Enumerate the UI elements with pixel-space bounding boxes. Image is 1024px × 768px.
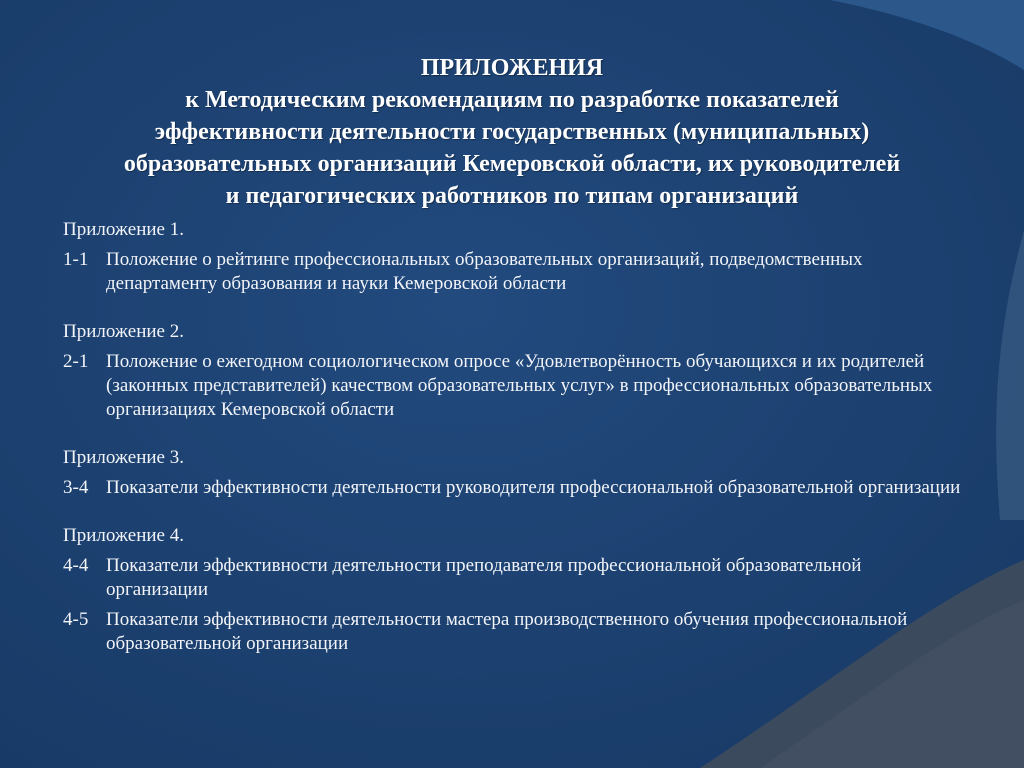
appendix-1 [63, 218, 963, 296]
appendix-item [63, 248, 963, 296]
title-line: и педагогических работников по типам организаций [225, 183, 799, 209]
appendix-item [63, 608, 963, 656]
appendix-list [63, 218, 963, 680]
appendix-item [63, 554, 963, 602]
appendix-heading: Приложение 2. [63, 321, 184, 342]
item-number: 3-4 [63, 477, 89, 498]
appendix-item [63, 350, 963, 422]
appendix-2 [63, 320, 963, 422]
slide-title [40, 52, 984, 212]
appendix-heading: Приложение 3. [63, 447, 184, 468]
title-line: к Методическим рекомендациям по разработке показателей [185, 87, 839, 113]
title-line: эффективности деятельности государственных (муниципальных) [154, 119, 870, 145]
item-text: Показатели эффективности деятельности руководителя профессиональной образовательной организации [106, 477, 961, 498]
appendix-item [63, 476, 963, 500]
appendix-3 [63, 446, 963, 500]
item-text: Показатели эффективности деятельности преподавателя профессиональной образовательной организации [106, 555, 862, 600]
item-number: 4-4 [63, 555, 89, 576]
item-number: 1-1 [63, 249, 89, 270]
appendix-4 [63, 524, 963, 656]
item-text: Положение о ежегодном социологическом опросе «Удовлетворённость обучающихся и их родителей (законных представителей) качеством образовательных услуг» в профессиональных образовательных организациях Кемеровской области [106, 351, 933, 420]
item-number: 2-1 [63, 351, 89, 372]
item-text: Положение о рейтинге профессиональных образовательных организаций, подведомственных департаменту образования и науки Кемеровской области [106, 249, 863, 294]
title-line: образовательных организаций Кемеровской области, их руководителей [123, 151, 901, 177]
appendix-heading: Приложение 1. [63, 219, 184, 240]
item-number: 4-5 [63, 609, 89, 630]
title-line: ПРИЛОЖЕНИЯ [420, 55, 604, 81]
appendix-heading: Приложение 4. [63, 525, 184, 546]
item-text: Показатели эффективности деятельности мастера производственного обучения профессиональной образовательной организации [106, 609, 908, 654]
